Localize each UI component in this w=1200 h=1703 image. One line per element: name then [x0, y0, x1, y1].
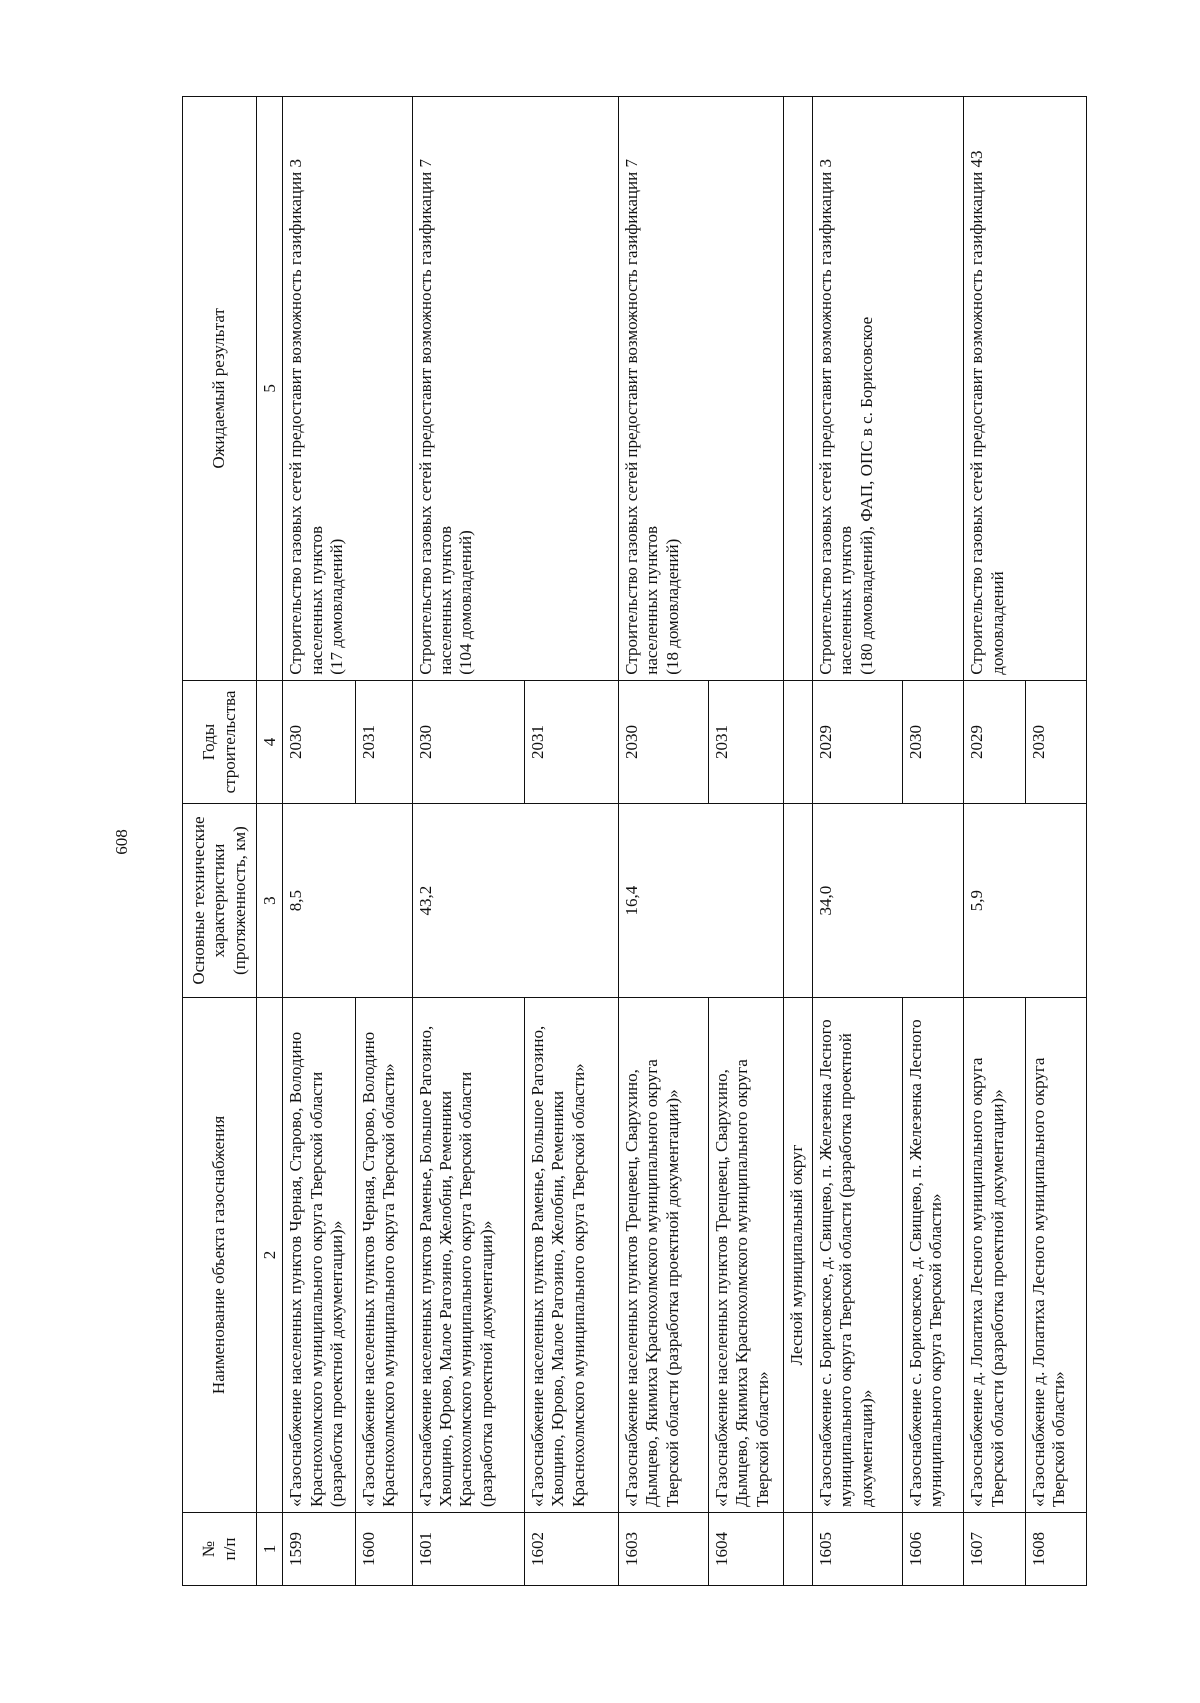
row-number: 1603 [618, 1513, 708, 1586]
object-name: «Газоснабжение населенных пунктов Черная, Старово, Володино Краснохолмского муниципального округа Тверской области (разработка проектной документации)» [283, 997, 355, 1512]
length-value: 43,2 [412, 804, 618, 998]
table-row [412, 97, 524, 1586]
year-value: 2030 [618, 680, 708, 804]
object-name: «Газоснабжение д. Лопатиха Лесного муниципального округа Тверской области» [1025, 997, 1086, 1512]
row-number: 1599 [283, 1513, 355, 1586]
year-value: 2030 [1025, 680, 1086, 804]
table-row [964, 97, 1025, 1586]
year-value: 2031 [524, 680, 618, 804]
header-length: Основные технические характеристики (протяженность, км) [183, 804, 257, 998]
object-name: «Газоснабжение д. Лопатиха Лесного муниципального округа Тверской области (разработка проектной документации)» [964, 997, 1025, 1512]
year-value: 2029 [812, 680, 902, 804]
header-object-name: Наименование объекта газоснабжения [183, 997, 257, 1512]
header-years: Годы строительства [183, 680, 257, 804]
object-name: «Газоснабжение с. Борисовское, д. Свищево, п. Железенка Лесного муниципального округа Тверской области (разработка проектной документации)» [812, 997, 902, 1512]
year-value: 2031 [355, 680, 412, 804]
table-row [812, 97, 902, 1586]
section-row [783, 97, 812, 1586]
column-number: 1 [257, 1513, 283, 1586]
row-number: 1605 [812, 1513, 902, 1586]
section-num-cell [783, 1513, 812, 1586]
object-name: «Газоснабжение с. Борисовское, д. Свищево, п. Железенка Лесного муниципального округа Тверской области» [902, 997, 963, 1512]
column-number: 4 [257, 680, 283, 804]
row-number: 1604 [708, 1513, 783, 1586]
year-value: 2029 [964, 680, 1025, 804]
row-number: 1600 [355, 1513, 412, 1586]
object-name: «Газоснабжение населенных пунктов Черная, Старово, Володино Краснохолмского муниципального округа Тверской области» [355, 997, 412, 1512]
section-title: Лесной муниципальный округ [783, 997, 812, 1512]
row-number: 1606 [902, 1513, 963, 1586]
table-row [283, 97, 355, 1586]
result-text: Строительство газовых сетей предоставит возможность газификации 7 населенных пунктов (18 домовладений) [618, 97, 783, 681]
page-number: 608 [112, 829, 131, 855]
table-header-row [183, 97, 257, 1586]
row-number: 1608 [1025, 1513, 1086, 1586]
result-text: Строительство газовых сетей предоставит возможность газификации 43 домовладений [964, 97, 1087, 681]
row-number: 1607 [964, 1513, 1025, 1586]
column-number: 2 [257, 997, 283, 1512]
length-value: 8,5 [283, 804, 412, 998]
rotated-table-wrapper [182, 96, 1087, 1586]
row-number: 1601 [412, 1513, 524, 1586]
section-empty-cell [783, 804, 812, 998]
header-result: Ожидаемый результат [183, 97, 257, 681]
column-numbers-row [257, 97, 283, 1586]
row-number: 1602 [524, 1513, 618, 1586]
length-value: 34,0 [812, 804, 963, 998]
object-name: «Газоснабжение населенных пунктов Раменье, Большое Рагозино, Хвощино, Юрово, Малое Рагозино, Желобни, Ременники Краснохолмского муниципального округа Тверской области (разработка проектной документации)» [412, 997, 524, 1512]
year-value: 2030 [902, 680, 963, 804]
column-number: 3 [257, 804, 283, 998]
result-text: Строительство газовых сетей предоставит возможность газификации 7 населенных пунктов (104 домовладений) [412, 97, 618, 681]
section-empty-cell [783, 97, 812, 681]
year-value: 2030 [412, 680, 524, 804]
year-value: 2031 [708, 680, 783, 804]
result-text: Строительство газовых сетей предоставит возможность газификации 3 населенных пунктов (180 домовладений), ФАП, ОПС в с. Борисовское [812, 97, 963, 681]
object-name: «Газоснабжение населенных пунктов Трещевец, Сварухино, Дымцево, Якимиха Краснохолмского муниципального округа Тверской области (разработка проектной документации)» [618, 997, 708, 1512]
length-value: 16,4 [618, 804, 783, 998]
length-value: 5,9 [964, 804, 1087, 998]
table-row [618, 97, 708, 1586]
gas-supply-table [182, 96, 1087, 1586]
section-empty-cell [783, 680, 812, 804]
year-value: 2030 [283, 680, 355, 804]
header-number: № п/п [183, 1513, 257, 1586]
object-name: «Газоснабжение населенных пунктов Раменье, Большое Рагозино, Хвощино, Юрово, Малое Рагозино, Желобни, Ременники Краснохолмского муниципального округа Тверской области» [524, 997, 618, 1512]
object-name: «Газоснабжение населенных пунктов Трещевец, Сварухино, Дымцево, Якимиха Краснохолмского муниципального округа Тверской области» [708, 997, 783, 1512]
result-text: Строительство газовых сетей предоставит возможность газификации 3 населенных пунктов (17 домовладений) [283, 97, 412, 681]
column-number: 5 [257, 97, 283, 681]
